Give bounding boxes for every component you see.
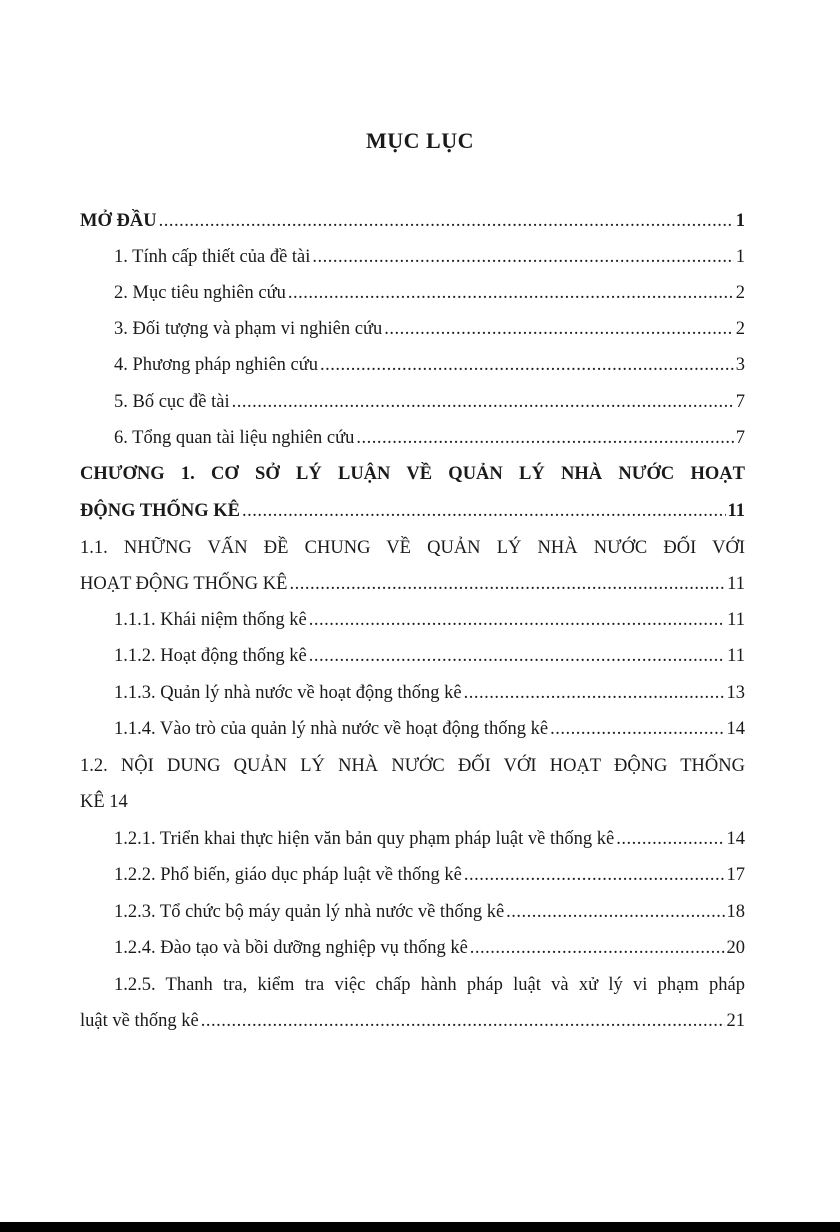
toc-entry[interactable] bbox=[114, 646, 745, 676]
toc-page-number: 14 bbox=[726, 829, 745, 849]
dot-leader bbox=[470, 938, 725, 959]
dot-leader bbox=[506, 902, 724, 923]
toc-entry-title: luật về thống kê bbox=[80, 1011, 199, 1031]
toc-page-number: 11 bbox=[727, 610, 745, 630]
toc-entry-first-line[interactable]: CHƯƠNG 1. CƠ SỞ LÝ LUẬN VỀ QUẢN LÝ NHÀ NƯỚC HOẠT bbox=[80, 464, 745, 484]
toc-page-number: 11 bbox=[727, 501, 745, 521]
toc-page-number: 11 bbox=[727, 646, 745, 666]
toc-entry-title: 1.2.1. Triển khai thực hiện văn bản quy phạm pháp luật về thống kê bbox=[114, 829, 615, 849]
dot-leader bbox=[616, 829, 724, 850]
toc-entry[interactable] bbox=[114, 247, 745, 277]
toc-page-number: 7 bbox=[735, 392, 745, 412]
dot-leader bbox=[309, 646, 725, 667]
toc-entry-title: 2. Mục tiêu nghiên cứu bbox=[114, 283, 286, 303]
dot-leader bbox=[312, 247, 733, 268]
toc-entry-title: 5. Bố cục đề tài bbox=[114, 392, 230, 412]
toc-entry[interactable] bbox=[114, 719, 745, 749]
toc-entry-title: 1. Tính cấp thiết của đề tài bbox=[114, 247, 311, 267]
toc-page-number: 17 bbox=[726, 865, 745, 885]
toc-entry-first-line[interactable]: 1.1. NHỮNG VẤN ĐỀ CHUNG VỀ QUẢN LÝ NHÀ NƯỚC ĐỐI VỚI bbox=[80, 538, 745, 558]
toc-entry-title: 1.2.3. Tổ chức bộ máy quản lý nhà nước về thống kê bbox=[114, 902, 505, 922]
dot-leader bbox=[289, 574, 725, 595]
toc-entry[interactable] bbox=[114, 428, 745, 458]
toc-entry-title: 1.1.4. Vào trò của quản lý nhà nước về hoạt động thống kê bbox=[114, 719, 549, 739]
toc-page-number: 18 bbox=[726, 902, 745, 922]
toc-entry-title: 1.2.4. Đào tạo và bồi dưỡng nghiệp vụ thống kê bbox=[114, 938, 468, 958]
toc-entry[interactable] bbox=[114, 355, 745, 385]
toc-entry[interactable] bbox=[80, 211, 745, 241]
toc-entry[interactable] bbox=[114, 829, 745, 859]
toc-entry-title: ĐỘNG THỐNG KÊ bbox=[80, 501, 241, 521]
toc-page-number: 7 bbox=[735, 428, 745, 448]
toc-entry[interactable] bbox=[80, 1011, 745, 1041]
toc-entry[interactable] bbox=[114, 865, 745, 895]
dot-leader bbox=[232, 392, 734, 413]
bottom-border bbox=[0, 1222, 840, 1232]
toc-entry-title: 1.2.2. Phổ biến, giáo dục pháp luật về thống kê bbox=[114, 865, 462, 885]
page-title: MỤC LỤC bbox=[366, 128, 474, 153]
toc-entry[interactable] bbox=[114, 392, 745, 422]
toc-entry-title: 6. Tổng quan tài liệu nghiên cứu bbox=[114, 428, 355, 448]
toc-entry-second-line[interactable] bbox=[80, 792, 745, 822]
dot-leader bbox=[309, 610, 725, 631]
toc-page-number: 2 bbox=[735, 283, 745, 303]
dot-leader bbox=[550, 719, 724, 740]
dot-leader bbox=[464, 865, 725, 886]
toc-entry-title: MỞ ĐẦU bbox=[80, 211, 157, 231]
dot-leader bbox=[159, 211, 734, 232]
dot-leader bbox=[464, 683, 725, 704]
toc-page-number: 1 bbox=[735, 211, 745, 231]
toc-page-number: 3 bbox=[735, 355, 745, 375]
toc-entry[interactable] bbox=[114, 319, 745, 349]
toc-entry-title: 4. Phương pháp nghiên cứu bbox=[114, 355, 319, 375]
toc-entry[interactable] bbox=[114, 938, 745, 968]
toc-entry-title: HOẠT ĐỘNG THỐNG KÊ bbox=[80, 574, 288, 594]
toc-entry-title: 3. Đối tượng và phạm vi nghiên cứu bbox=[114, 319, 383, 339]
toc-page-number: 20 bbox=[726, 938, 745, 958]
toc-entry[interactable] bbox=[114, 902, 745, 932]
toc-entry-title: 1.1.2. Hoạt động thống kê bbox=[114, 646, 307, 666]
toc-entry[interactable] bbox=[114, 610, 745, 640]
toc-page-number: 21 bbox=[726, 1011, 745, 1031]
dot-leader bbox=[201, 1011, 725, 1032]
dot-leader bbox=[384, 319, 734, 340]
toc-page-number: 14 bbox=[726, 719, 745, 739]
toc-entry[interactable] bbox=[114, 283, 745, 313]
toc-page-number: 11 bbox=[727, 574, 745, 594]
toc-entry-title: KÊ 14 bbox=[80, 792, 128, 812]
dot-leader bbox=[242, 501, 726, 522]
toc-page-number: 13 bbox=[726, 683, 745, 703]
toc-entry[interactable] bbox=[80, 501, 745, 531]
toc-entry-first-line[interactable]: 1.2. NỘI DUNG QUẢN LÝ NHÀ NƯỚC ĐỐI VỚI HOẠT ĐỘNG THỐNG bbox=[80, 756, 745, 776]
toc-entry[interactable] bbox=[114, 683, 745, 713]
toc-entry-first-line[interactable]: 1.2.5. Thanh tra, kiểm tra việc chấp hành pháp luật và xử lý vi phạm pháp bbox=[114, 975, 745, 995]
toc-entry-title: 1.1.1. Khái niệm thống kê bbox=[114, 610, 307, 630]
toc-page-number: 1 bbox=[735, 247, 745, 267]
dot-leader bbox=[288, 283, 734, 304]
dot-leader bbox=[356, 428, 733, 449]
dot-leader bbox=[320, 355, 734, 376]
toc-page-number: 2 bbox=[735, 319, 745, 339]
toc-entry[interactable] bbox=[80, 574, 745, 604]
toc-entry-title: 1.1.3. Quản lý nhà nước về hoạt động thống kê bbox=[114, 683, 462, 703]
